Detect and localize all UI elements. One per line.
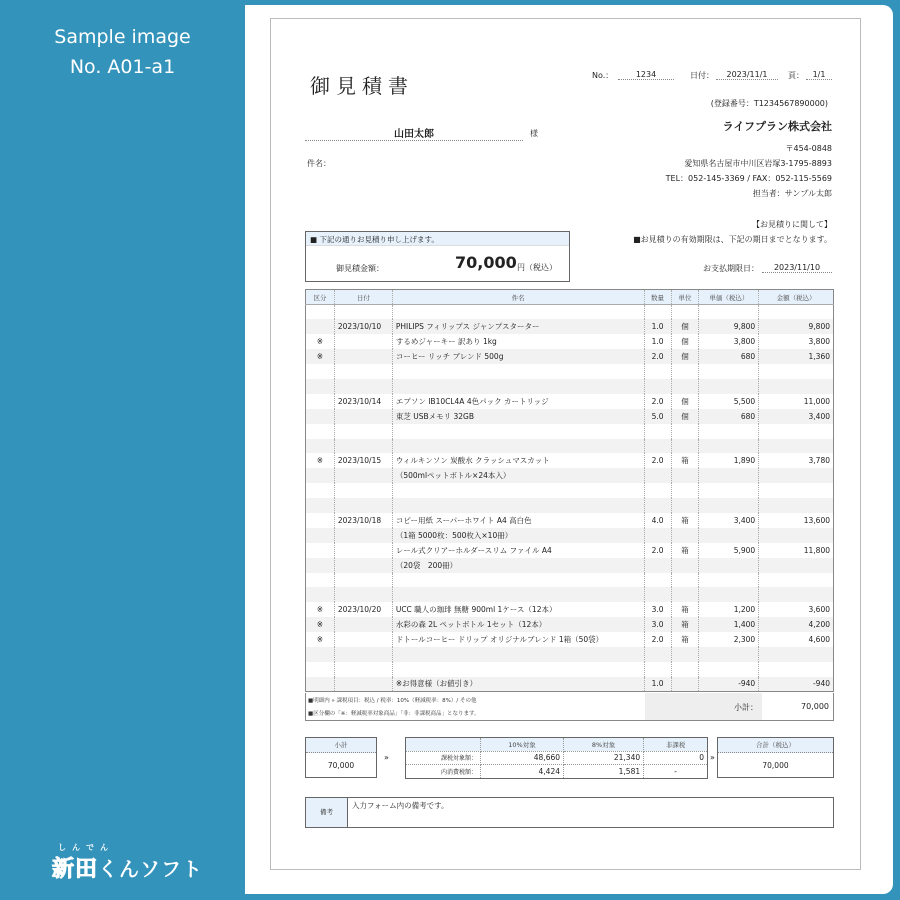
cell-date: 2023/10/20 (334, 602, 392, 617)
cell-unit (671, 379, 699, 394)
cell-category (306, 677, 335, 692)
cell-amount (759, 558, 834, 573)
cell-unit-price (699, 468, 759, 483)
cell-unit-price: 3,400 (699, 513, 759, 528)
cell-item: ドトールコーヒー ドリップ オリジナルブレンド 1箱（50袋） (392, 632, 644, 647)
cell-unit-price: 5,500 (699, 394, 759, 409)
cell-date (334, 498, 392, 513)
cell-date (334, 528, 392, 543)
table-row (306, 558, 834, 573)
cell-unit: 個 (671, 394, 699, 409)
cell-amount (759, 587, 834, 602)
remarks-text: 入力フォーム内の備考です。 (352, 801, 449, 810)
brand-logo: しんでん 新田くんソフト (52, 843, 204, 882)
cell-qty: 2.0 (644, 349, 671, 364)
cell-qty: 1.0 (644, 677, 671, 692)
cell-unit-price: 680 (699, 409, 759, 424)
cell-category (306, 439, 335, 454)
cell-unit (671, 439, 699, 454)
cell-unit (671, 424, 699, 439)
cell-unit-price (699, 305, 759, 320)
cell-amount (759, 528, 834, 543)
cell-qty (644, 498, 671, 513)
cell-qty (644, 364, 671, 379)
cell-amount (759, 424, 834, 439)
tax-note: ■明細内 » 課税項目：税込 / 税率：10%（軽減税率：8%）/ その他 (308, 698, 477, 704)
cell-item: するめジャーキー 訳あり 1kg (392, 334, 644, 349)
subtotal-label: 小計： (734, 703, 758, 712)
summary-subtotal-box (305, 737, 377, 778)
subject-label: 件名： (307, 159, 331, 168)
cell-amount (759, 379, 834, 394)
cell-unit-price: 5,900 (699, 543, 759, 558)
cell-item: 水彩の森 2L ペットボトル 1セット（12本） (392, 617, 644, 632)
cell-qty (644, 379, 671, 394)
cell-date (334, 424, 392, 439)
cell-unit-price (699, 558, 759, 573)
cell-unit (671, 483, 699, 498)
amount-label: 御見積金額： (336, 264, 384, 273)
validity-note: ■お見積りの有効期限は、下記の期日までとなります。 (633, 235, 832, 244)
cell-category (306, 587, 335, 602)
col-10pct: 10%対象 (481, 738, 564, 752)
header-amount: 金額（税込） (759, 290, 834, 305)
cell-unit-price (699, 483, 759, 498)
page-number: 1/1 (806, 70, 832, 80)
cell-amount (759, 573, 834, 588)
cell-qty: 5.0 (644, 409, 671, 424)
cell-unit-price: 1,200 (699, 602, 759, 617)
table-row (306, 587, 834, 602)
cell-category: ※ (306, 602, 335, 617)
cell-unit: 箱 (671, 617, 699, 632)
cell-item (392, 364, 644, 379)
table-row (306, 394, 834, 409)
cell-amount (759, 468, 834, 483)
no-label: No.： (592, 71, 614, 80)
cell-amount: 3,780 (759, 453, 834, 468)
sample-title: Sample image (54, 26, 191, 48)
cell-date (334, 543, 392, 558)
tax-10: 4,424 (481, 765, 564, 779)
cell-item (392, 573, 644, 588)
cell-item: レール式クリアーホルダースリム ファイル A4 (392, 543, 644, 558)
arrow-2: » (710, 753, 715, 762)
cell-category (306, 364, 335, 379)
cell-unit: 箱 (671, 453, 699, 468)
cell-qty (644, 468, 671, 483)
cell-category (306, 483, 335, 498)
table-row (306, 498, 834, 513)
cell-qty (644, 573, 671, 588)
cell-unit-price (699, 573, 759, 588)
table-row (306, 632, 834, 647)
cell-date (334, 409, 392, 424)
cell-category (306, 528, 335, 543)
table-row (306, 334, 834, 349)
cell-item (392, 498, 644, 513)
cell-qty: 3.0 (644, 617, 671, 632)
table-row (306, 677, 834, 692)
cell-qty: 2.0 (644, 394, 671, 409)
subtotal-value: 70,000 (801, 702, 829, 711)
arrow-1: » (384, 753, 389, 762)
cell-category (306, 394, 335, 409)
cell-date (334, 334, 392, 349)
cell-qty: 1.0 (644, 319, 671, 334)
cell-unit-price (699, 424, 759, 439)
staff: 担当者：サンプル太郎 (752, 189, 832, 198)
cell-category (306, 513, 335, 528)
table-row (306, 647, 834, 662)
cell-amount (759, 364, 834, 379)
cell-qty (644, 662, 671, 677)
sample-number: No. A01-a1 (69, 56, 176, 78)
estimate-no: 1234 (618, 70, 674, 80)
summary-subtotal: 70,000 (327, 761, 355, 770)
table-row (306, 573, 834, 588)
cell-unit-price: 680 (699, 349, 759, 364)
cell-unit (671, 587, 699, 602)
cell-category (306, 647, 335, 662)
customer-name: 山田太郎 (305, 125, 523, 141)
cell-category (306, 409, 335, 424)
cell-category (306, 379, 335, 394)
cell-date (334, 379, 392, 394)
cell-item: コーヒー リッチ ブレンド 500g (392, 349, 644, 364)
address: 愛知県名古屋市中川区岩塚3-1795-8893 (684, 159, 832, 168)
cell-item: UCC 職人の珈琲 無糖 900ml 1ケース（12本） (392, 602, 644, 617)
cell-date (334, 587, 392, 602)
cell-unit: 個 (671, 319, 699, 334)
estimate-amount-box (305, 231, 570, 282)
total-label: 合計（税込） (718, 738, 833, 753)
cell-unit-price: 3,800 (699, 334, 759, 349)
cell-qty: 1.0 (644, 334, 671, 349)
cell-unit: 箱 (671, 632, 699, 647)
amount-unit: 円（税込） (517, 263, 557, 272)
table-row (306, 349, 834, 364)
col-nontax: 非課税 (644, 738, 708, 752)
cell-item: （1箱 5000枚：500枚入×10冊） (392, 528, 644, 543)
cell-amount: 3,600 (759, 602, 834, 617)
cell-qty: 3.0 (644, 602, 671, 617)
cell-date (334, 662, 392, 677)
postal-code: 〒454-0848 (785, 144, 832, 153)
cell-qty: 4.0 (644, 513, 671, 528)
cell-item: （500mlペットボトル×24本入） (392, 468, 644, 483)
cell-category: ※ (306, 632, 335, 647)
cell-amount: 4,600 (759, 632, 834, 647)
total-value: 70,000 (762, 761, 789, 770)
cell-unit (671, 305, 699, 320)
cell-unit-price (699, 528, 759, 543)
cell-unit: 箱 (671, 513, 699, 528)
cell-date (334, 647, 392, 662)
table-row (306, 617, 834, 632)
cell-item: エプソン IB10CL4A 4色パック カートリッジ (392, 394, 644, 409)
tax-8: 1,581 (564, 765, 644, 779)
cell-item (392, 305, 644, 320)
cell-qty (644, 647, 671, 662)
cell-amount: 11,000 (759, 394, 834, 409)
cell-unit-price: 2,300 (699, 632, 759, 647)
cell-category (306, 573, 335, 588)
cell-qty (644, 483, 671, 498)
cell-date (334, 558, 392, 573)
cell-qty: 2.0 (644, 453, 671, 468)
date-label: 日付： (690, 71, 714, 80)
cell-amount (759, 483, 834, 498)
cell-item: ウィルキンソン 炭酸水 クラッシュマスカット (392, 453, 644, 468)
cell-date: 2023/10/14 (334, 394, 392, 409)
cell-qty (644, 528, 671, 543)
header-unit: 単位 (671, 290, 699, 305)
table-row (306, 364, 834, 379)
cell-category (306, 319, 335, 334)
cell-unit (671, 558, 699, 573)
header-item: 件名 (392, 290, 644, 305)
cell-unit-price: 9,800 (699, 319, 759, 334)
cell-category (306, 498, 335, 513)
cell-amount (759, 305, 834, 320)
table-row (306, 528, 834, 543)
table-row (306, 662, 834, 677)
cell-amount: 4,200 (759, 617, 834, 632)
cell-qty (644, 424, 671, 439)
cell-unit (671, 468, 699, 483)
remarks-label: 備考 (306, 798, 348, 827)
taxable-8: 21,340 (564, 751, 644, 765)
notice-text: ■ 下記の通りお見積り申し上げます。 (306, 232, 569, 246)
due-label: お支払期限日： (703, 264, 759, 273)
table-row (306, 305, 834, 320)
summary-subtotal-label: 小計 (306, 738, 376, 753)
cell-unit (671, 528, 699, 543)
cell-qty (644, 439, 671, 454)
cell-unit-price (699, 379, 759, 394)
cell-qty (644, 587, 671, 602)
cell-category (306, 424, 335, 439)
total-box (717, 737, 834, 778)
cell-date (334, 439, 392, 454)
cell-item: （20袋 200冊） (392, 558, 644, 573)
header-qty: 数量 (644, 290, 671, 305)
cell-unit (671, 498, 699, 513)
cell-amount: 13,600 (759, 513, 834, 528)
cell-category: ※ (306, 617, 335, 632)
cell-item (392, 424, 644, 439)
cell-unit: 個 (671, 409, 699, 424)
cell-amount: -940 (759, 677, 834, 692)
cell-amount (759, 439, 834, 454)
header-date: 日付 (334, 290, 392, 305)
cell-date (334, 468, 392, 483)
cell-category: ※ (306, 334, 335, 349)
cell-item: コピー用紙 スーパーホワイト A4 高白色 (392, 513, 644, 528)
cell-category: ※ (306, 349, 335, 364)
cell-unit-price (699, 647, 759, 662)
cell-unit-price (699, 439, 759, 454)
cell-unit-price (699, 498, 759, 513)
table-row (306, 319, 834, 334)
taxable-non: 0 (644, 751, 708, 765)
cell-unit: 個 (671, 349, 699, 364)
cell-item (392, 379, 644, 394)
cell-unit (671, 662, 699, 677)
cell-unit (671, 364, 699, 379)
tax-label: 内消費税額： (406, 765, 481, 779)
cell-date: 2023/10/18 (334, 513, 392, 528)
cell-qty: 2.0 (644, 632, 671, 647)
cell-unit: 箱 (671, 543, 699, 558)
cell-date (334, 305, 392, 320)
cell-date (334, 617, 392, 632)
about-estimate-label: 【お見積りに関して】 (752, 220, 832, 229)
cell-amount: 11,800 (759, 543, 834, 558)
document-title: 御見積書 (310, 74, 414, 98)
cell-qty (644, 305, 671, 320)
cell-qty: 2.0 (644, 543, 671, 558)
cell-amount (759, 498, 834, 513)
tax-non: - (644, 765, 708, 779)
cell-date (334, 364, 392, 379)
cell-amount: 1,360 (759, 349, 834, 364)
table-row (306, 453, 834, 468)
cell-category (306, 468, 335, 483)
category-note: ■区分欄の「※：軽減税率対象商品」「非：非課税商品」となります。 (308, 711, 480, 717)
company-name: ライフプラン株式会社 (722, 120, 832, 133)
tax-breakdown-table (405, 737, 708, 779)
cell-item (392, 587, 644, 602)
cell-date (334, 573, 392, 588)
cell-qty (644, 558, 671, 573)
col-8pct: 8%対象 (564, 738, 644, 752)
cell-amount (759, 662, 834, 677)
cell-unit (671, 677, 699, 692)
remarks-box (305, 797, 834, 828)
cell-unit (671, 647, 699, 662)
tel-fax: TEL：052-145-3369 / FAX：052-115-5569 (665, 174, 832, 183)
cell-date (334, 483, 392, 498)
table-row (306, 468, 834, 483)
registration-number: (登録番号：T1234567890000) (710, 99, 828, 108)
cell-date (334, 632, 392, 647)
table-row (306, 379, 834, 394)
taxable-label: 課税対象額： (406, 751, 481, 765)
table-row (306, 439, 834, 454)
table-row (306, 602, 834, 617)
cell-item (392, 483, 644, 498)
cell-item: ※お得意様（お値引き） (392, 677, 644, 692)
page-label: 頁： (788, 71, 804, 80)
cell-item (392, 439, 644, 454)
cell-date (334, 349, 392, 364)
cell-unit: 個 (671, 334, 699, 349)
cell-unit: 箱 (671, 602, 699, 617)
estimate-amount: 70,000 (455, 253, 517, 272)
header-unit-price: 単価（税込） (699, 290, 759, 305)
table-row (306, 513, 834, 528)
cell-amount (759, 647, 834, 662)
cell-unit (671, 573, 699, 588)
cell-item: 東芝 USBメモリ 32GB (392, 409, 644, 424)
cell-amount: 3,400 (759, 409, 834, 424)
cell-unit-price (699, 364, 759, 379)
estimate-date: 2023/11/1 (716, 70, 778, 80)
cell-amount: 3,800 (759, 334, 834, 349)
cell-category (306, 543, 335, 558)
table-row (306, 409, 834, 424)
table-row (306, 483, 834, 498)
due-date: 2023/11/10 (762, 263, 832, 273)
cell-item: PHILIPS フィリップス ジャンプスターター (392, 319, 644, 334)
cell-item (392, 662, 644, 677)
honorific: 様 (530, 129, 538, 138)
cell-amount: 9,800 (759, 319, 834, 334)
cell-item (392, 647, 644, 662)
table-row (306, 543, 834, 558)
table-row (306, 424, 834, 439)
taxable-10: 48,660 (481, 751, 564, 765)
cell-unit-price (699, 662, 759, 677)
cell-unit-price: -940 (699, 677, 759, 692)
header-category: 区分 (306, 290, 335, 305)
cell-date (334, 677, 392, 692)
cell-category (306, 558, 335, 573)
cell-unit-price: 1,890 (699, 453, 759, 468)
cell-unit-price (699, 587, 759, 602)
items-table (305, 289, 834, 692)
cell-category (306, 305, 335, 320)
items-footer (305, 693, 834, 721)
cell-date: 2023/10/10 (334, 319, 392, 334)
cell-unit-price: 1,400 (699, 617, 759, 632)
cell-category (306, 662, 335, 677)
cell-category: ※ (306, 453, 335, 468)
cell-date: 2023/10/15 (334, 453, 392, 468)
